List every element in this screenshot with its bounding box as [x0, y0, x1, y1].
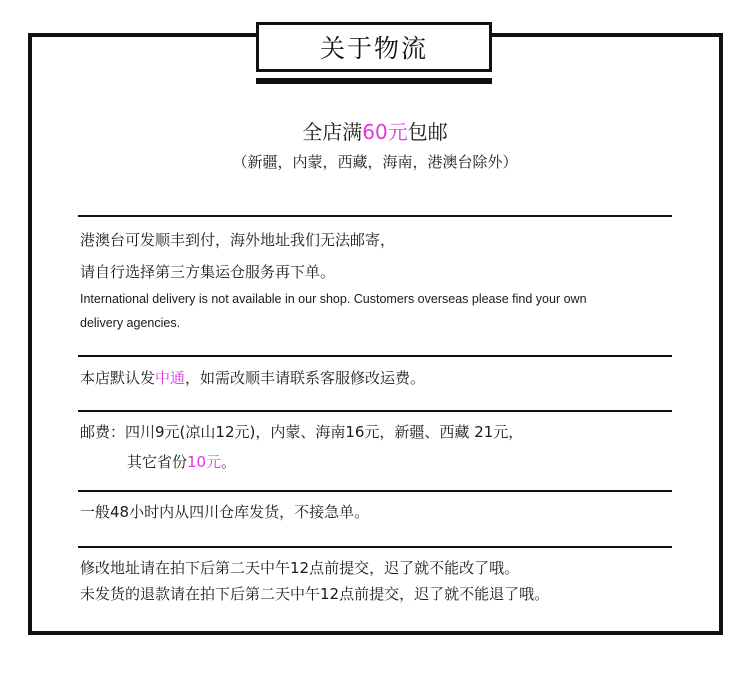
- change-address-line: 修改地址请在拍下后第二天中午12点前提交，迟了就不能改了哦。: [80, 559, 520, 577]
- page-title: 关于物流: [319, 34, 428, 63]
- divider-5: [78, 546, 672, 548]
- courier-line: [80, 367, 425, 388]
- free-shipping-headline: [0, 116, 750, 145]
- overseas-line-2: 请自行选择第三方集运仓服务再下单。: [80, 263, 336, 281]
- title-underline: [256, 78, 492, 84]
- free-shipping-amount: 60元: [362, 120, 408, 144]
- overseas-line-1: 港澳台可发顺丰到付，海外地址我们无法邮寄，: [80, 231, 396, 249]
- postage-other-amount: 10元: [187, 453, 222, 471]
- divider-3: [78, 410, 672, 412]
- postage-line-1: 邮费：四川9元(凉山12元)，内蒙、海南16元，新疆、西藏 21元，: [80, 423, 524, 441]
- exclusion-note: （新疆，内蒙，西藏，海南，港澳台除外）: [232, 153, 518, 171]
- dispatch-line: 一般48小时内从四川仓库发货，不接急单。: [80, 503, 370, 521]
- divider-1: [78, 215, 672, 217]
- divider-4: [78, 490, 672, 492]
- postage-other-label: 其它省份: [127, 453, 188, 471]
- courier-prefix: 本店默认发: [80, 369, 156, 387]
- courier-suffix: ，如需改顺丰请联系客服修改运费。: [185, 369, 426, 387]
- overseas-english-line-2: delivery agencies.: [80, 316, 181, 330]
- overseas-english-line-1: International delivery is not available in our shop. Customers overseas please find your own: [80, 292, 587, 306]
- divider-2: [78, 355, 672, 357]
- postage-line-2: [127, 451, 236, 472]
- title-box: [256, 22, 492, 72]
- postage-other-suffix: 。: [221, 453, 237, 471]
- free-shipping-prefix: 全店满: [302, 120, 363, 144]
- courier-name: 中通: [155, 369, 186, 387]
- refund-line: 未发货的退款请在拍下后第二天中午12点前提交，迟了就不能退了哦。: [80, 585, 550, 603]
- free-shipping-suffix: 包邮: [407, 120, 448, 144]
